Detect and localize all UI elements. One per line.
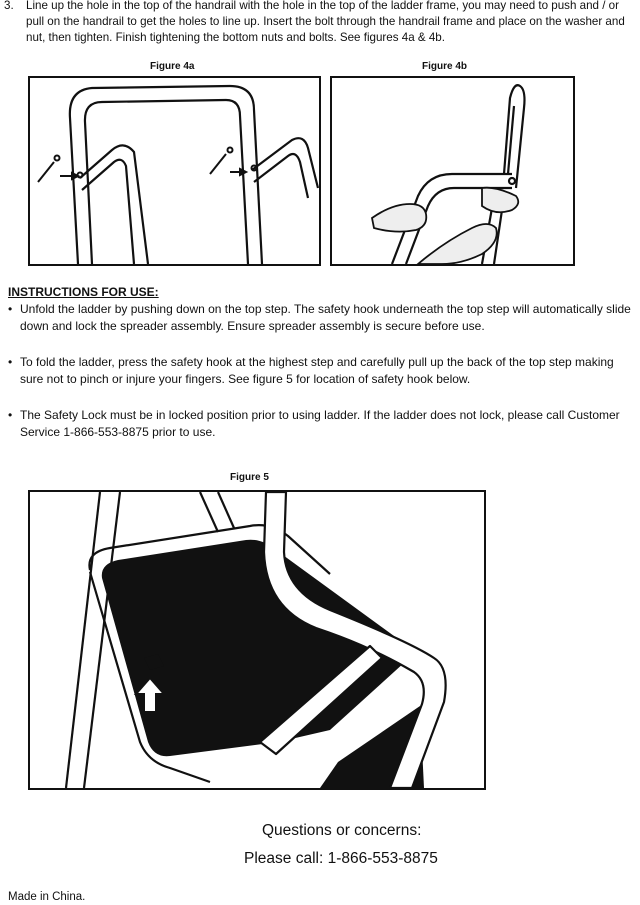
figure-5-label: Figure 5 xyxy=(230,472,269,483)
figure-5-illustration xyxy=(30,492,484,788)
contact-question: Questions or concerns: xyxy=(262,822,422,839)
step-number: 3. xyxy=(4,0,14,12)
figure-4b-illustration xyxy=(332,78,573,264)
bullet-icon: • xyxy=(8,302,13,316)
step-3-text: Line up the hole in the top of the handrail with the hole in the top of the ladder frame, you may need to push and / or pull on the handrail to get the holes to line up. Insert the bolt through the handrail frame and place on the washer and nut, then tighten. Finish tightening the bottom nuts and bolts. See figures 4a & 4b. xyxy=(26,0,625,44)
list-item xyxy=(8,354,634,388)
bullet-icon: • xyxy=(8,355,13,369)
instructions-heading: INSTRUCTIONS FOR USE: xyxy=(8,285,159,299)
bullet-icon: • xyxy=(8,408,13,422)
list-item xyxy=(8,407,634,441)
instruction-fold: To fold the ladder, press the safety hook at the highest step and carefully pull up the back of the top step making sure not to pinch or injure your fingers. See figure 5 for location of safety hook below. xyxy=(20,355,614,386)
figure-4a xyxy=(28,76,321,266)
made-in-label: Made in China. xyxy=(8,891,86,903)
instructions-list xyxy=(8,301,634,441)
figure-4a-illustration xyxy=(30,78,319,264)
instruction-unfold: Unfold the ladder by pushing down on the top step. The safety hook underneath the top step will automatically slide down and lock the spreader assembly. Ensure spreader assembly is secure before use. xyxy=(20,302,631,333)
figure-5 xyxy=(28,490,486,790)
list-item xyxy=(8,301,634,335)
figure-4b-label: Figure 4b xyxy=(422,61,468,72)
step-3-paragraph xyxy=(4,0,634,46)
figure-4b xyxy=(330,76,575,266)
figure-4a-label: Figure 4a xyxy=(150,61,195,72)
contact-phone: Please call: 1-866-553-8875 xyxy=(244,850,438,867)
instruction-safety-lock: The Safety Lock must be in locked position prior to using ladder. If the ladder does not lock, please call Customer Service 1-866-553-8875 prior to use. xyxy=(20,408,620,439)
